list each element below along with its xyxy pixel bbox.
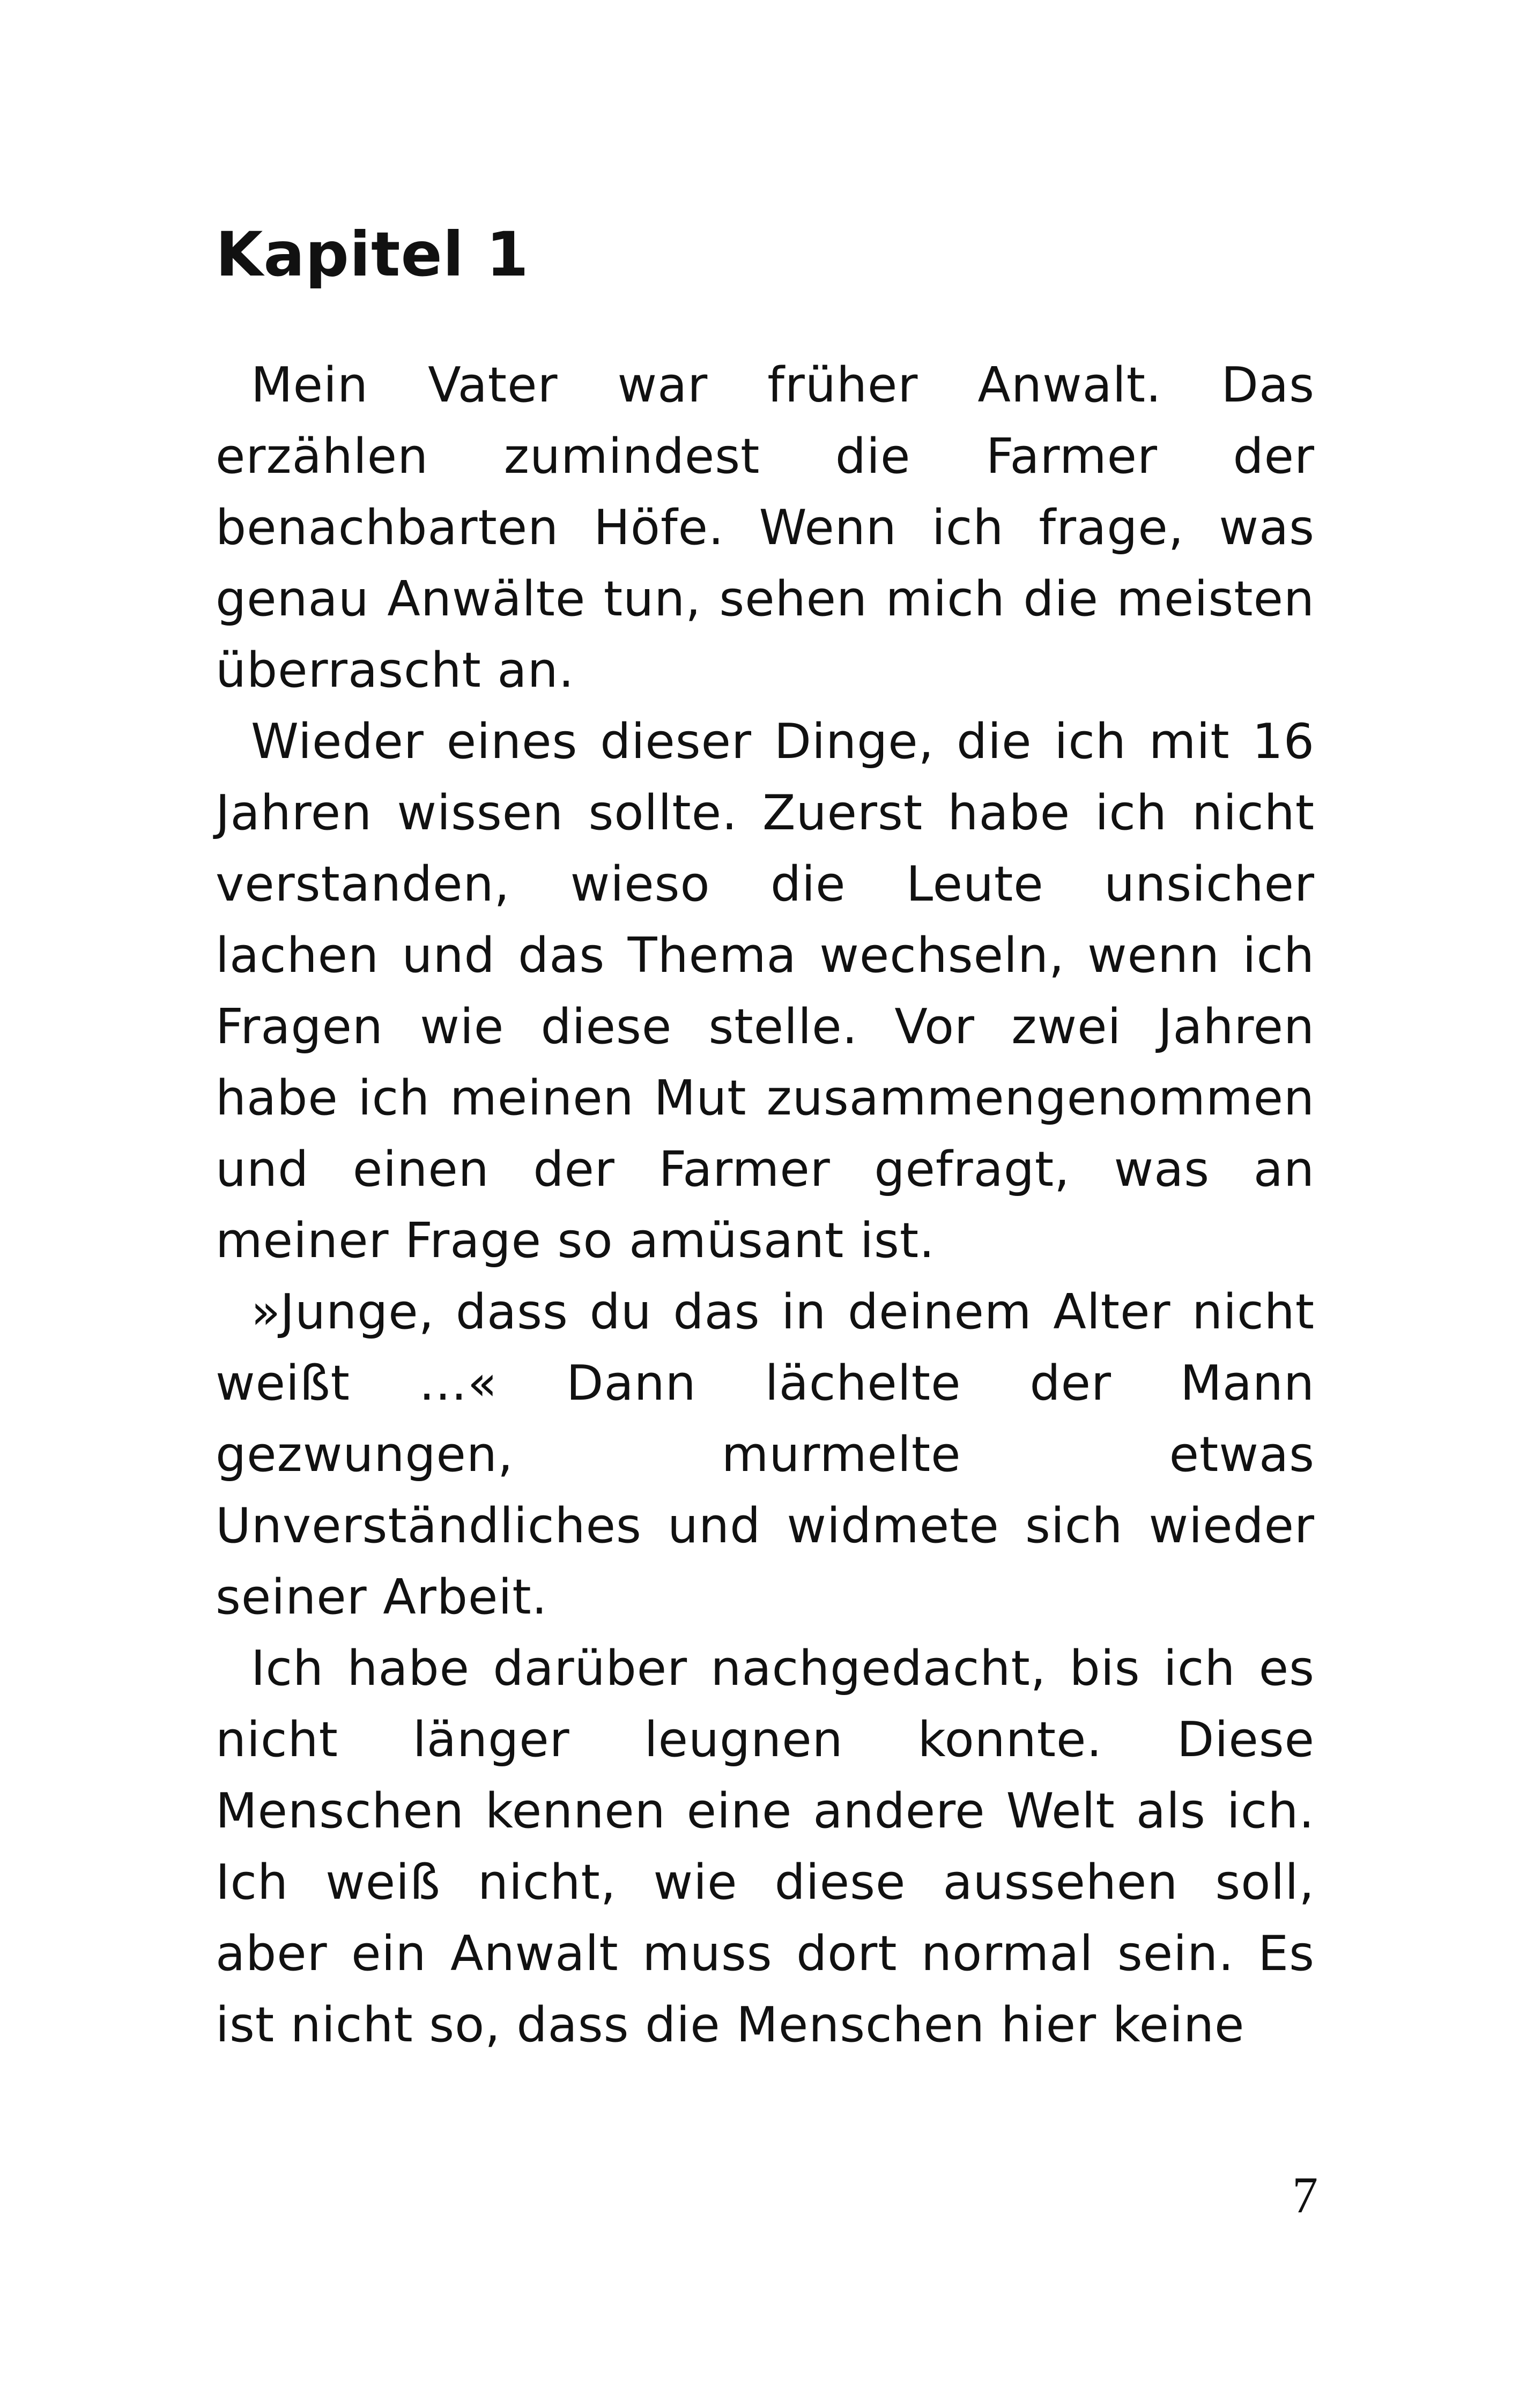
paragraph: Mein Vater war früher Anwalt. Das erzählen zumindest die Farmer der benachbarten Höfe. Wenn ich frage, was genau Anwälte tun, sehen mich die meisten überrascht an. <box>216 357 1315 698</box>
paragraph: Wieder eines dieser Dinge, die ich mit 16 Jahren wissen sollte. Zuerst habe ich nicht verstanden, wieso die Leute unsicher lachen und das Thema wechseln, wenn ich Fragen wie diese stelle. Vor zwei Jahren habe ich meinen Mut zusammengenommen und einen der Farmer gefragt, was an meiner Frage so amüsant ist. <box>216 714 1315 1269</box>
paragraph: »Junge, dass du das in deinem Alter nicht weißt …« Dann lächelte der Mann gezwungen, murmelte etwas Unverständliches und widmete sich wieder seiner Arbeit. <box>216 1284 1315 1625</box>
chapter-body <box>216 350 1315 2061</box>
page-number: 7 <box>1292 2166 1318 2224</box>
chapter-title: Kapitel 1 <box>216 219 529 290</box>
paragraph: Ich habe darüber nachgedacht, bis ich es nicht länger leugnen konnte. Diese Menschen kennen eine andere Welt als ich. Ich weiß nicht, wie diese aussehen soll, aber ein Anwalt muss dort normal sein. Es ist nicht so, dass die Menschen hier keine <box>216 1640 1315 2053</box>
